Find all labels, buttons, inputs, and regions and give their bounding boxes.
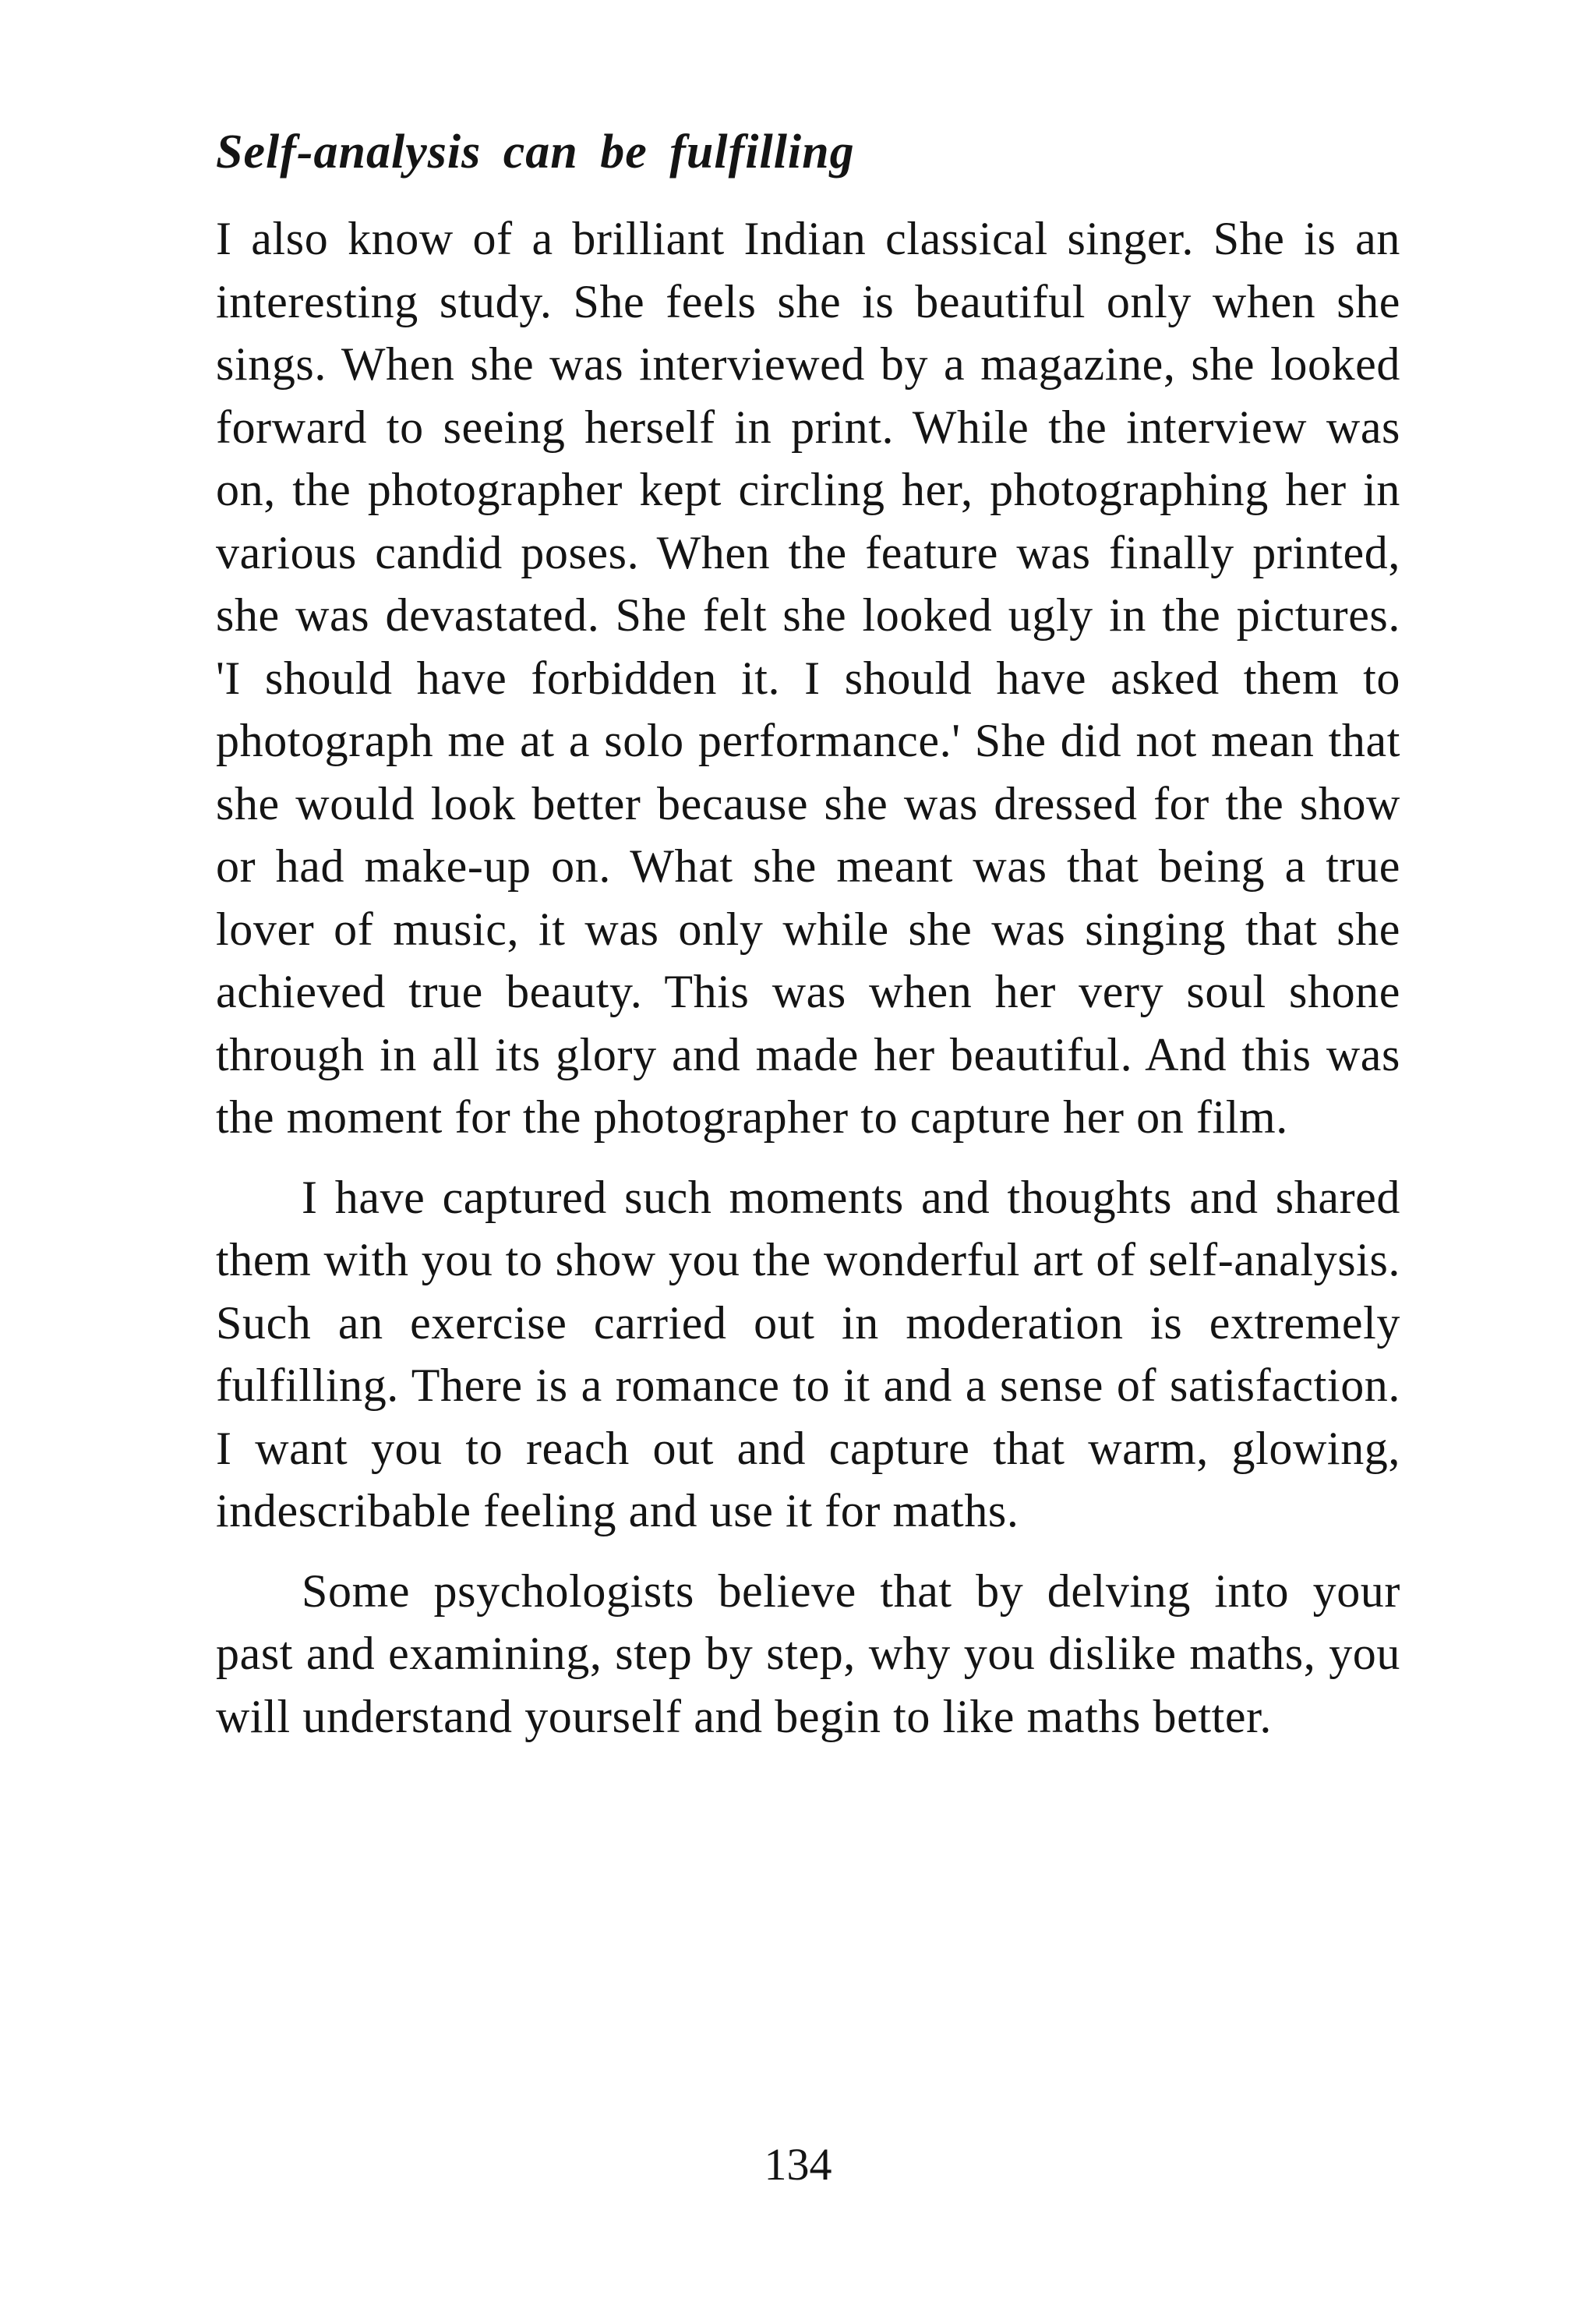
page-content: [216, 117, 1400, 1765]
paragraph-psychologists: Some psychologists believe that by delving into your past and examining, step by step, why you dislike maths, you will understand yourself and begin to like maths better.: [216, 1565, 1400, 1742]
section-heading: Self-analysis can be fulfilling: [216, 126, 855, 179]
page-number: 134: [764, 2139, 832, 2190]
paragraph-self-analysis: I have captured such moments and thoughts and shared them with you to show you the wonderful art of self-analysis. Such an exercise carried out in moderation is extremely fulfilling. There is a romance to it and a sense of satisfaction. I want you to reach out and capture that warm, glowing, indescribable feeling and use it for maths.: [216, 1171, 1400, 1536]
paragraph-singer-story: I also know of a brilliant Indian classical singer. She is an interesting study. She feels she is beautiful only when she sings. When she was interviewed by a magazine, she looked forward to seeing herself in print. While the interview was on, the photographer kept circling her, photographing her in various candid poses. When the feature was finally printed, she was devastated. She felt she looked ugly in the pictures. 'I should have forbidden it. I should have asked them to photograph me at a solo performance.' She did not mean that she would look better because she was dressed for the show or had make-up on. What she meant was that being a true lover of music, it was only while she was singing that she achieved true beauty. This was when her very soul shone through in all its glory and made her beautiful. And this was the moment for the photographer to capture her on film.: [216, 213, 1400, 1143]
